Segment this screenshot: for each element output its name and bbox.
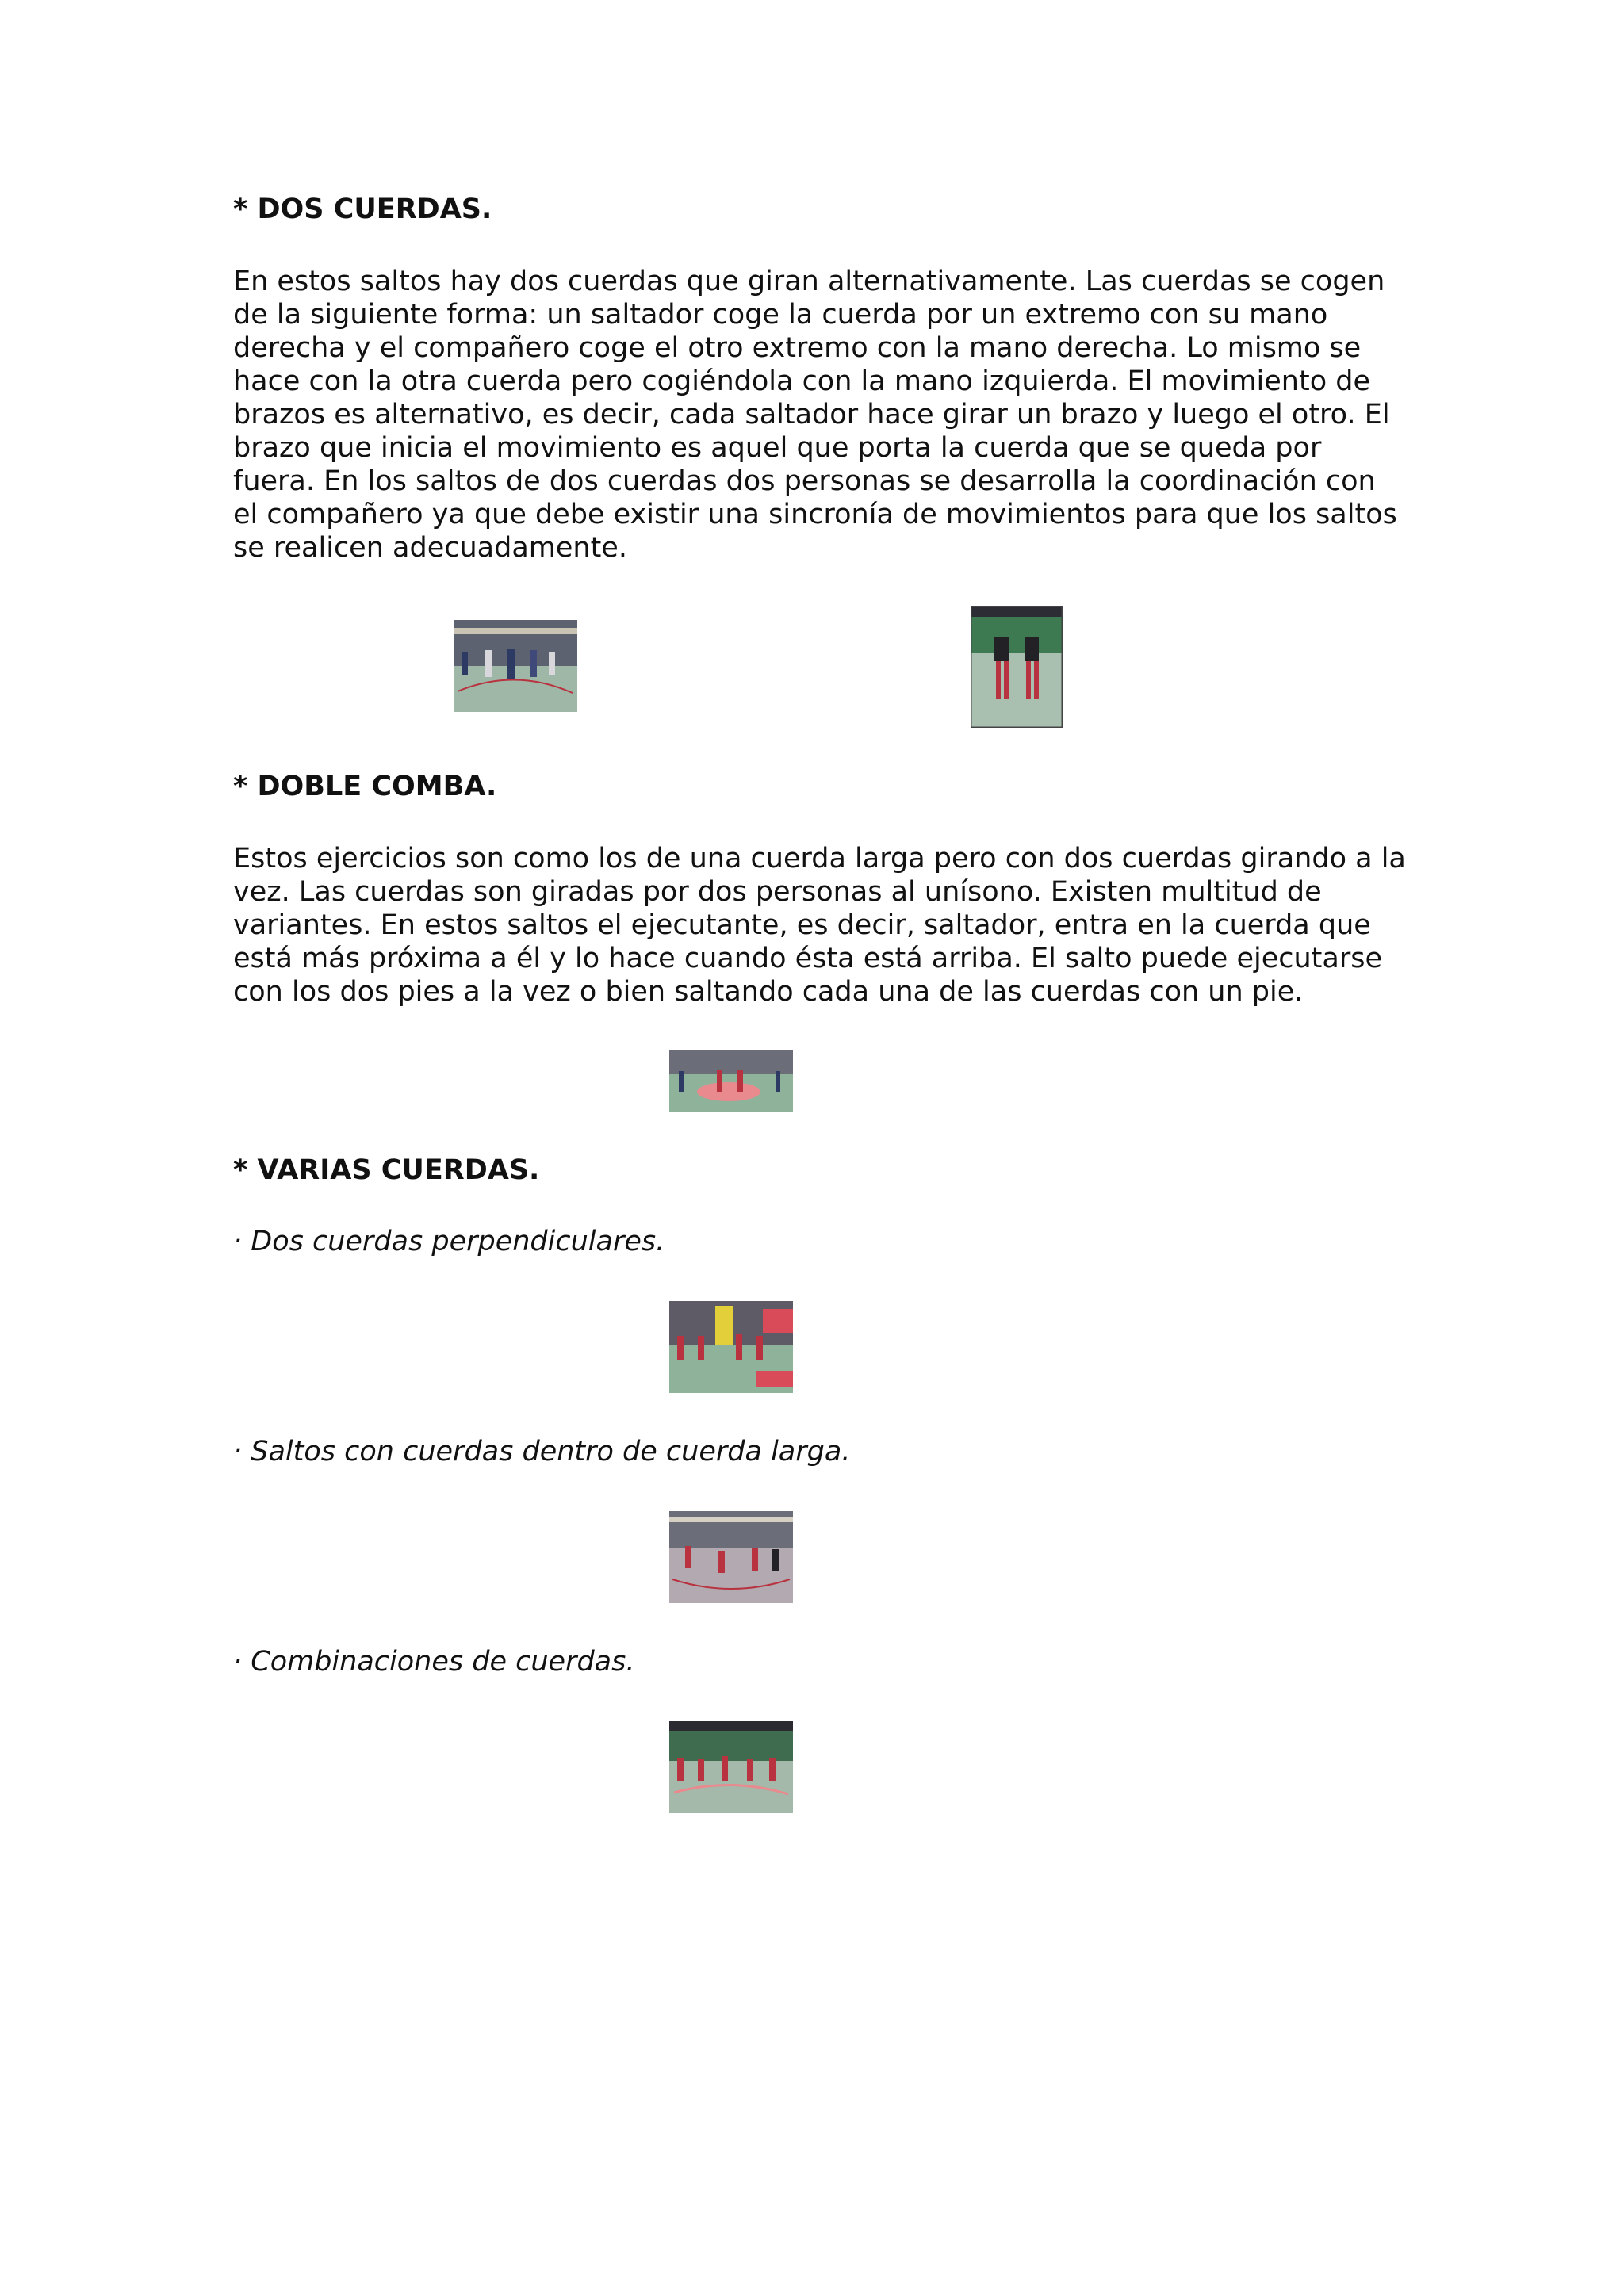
paragraph-line: vez. Las cuerdas son giradas por dos personas al unísono. Existen multitud de [233,876,1322,908]
photo-doble-comba [669,1050,793,1112]
photo-dos-cuerdas-2-image [971,606,1063,728]
paragraph-line: Estos ejercicios son como los de una cuerda larga pero con dos cuerdas girando a la [233,843,1406,874]
paragraph-line: fuera. En los saltos de dos cuerdas dos personas se desarrolla la coordinación con [233,465,1376,497]
paragraph-line: variantes. En estos saltos el ejecutante, es decir, saltador, entra en la cuerda que [233,909,1371,941]
heading-doble-comba: * DOBLE COMBA. [233,771,497,802]
photo-combinaciones-de-cuerdas-image [669,1721,793,1813]
paragraph-line: derecha y el compañero coge el otro extremo con la mano derecha. Lo mismo se [233,332,1362,364]
photo-dos-cuerdas-1-image [454,620,577,712]
photo-combinaciones-de-cuerdas [669,1721,793,1813]
photo-saltos-dentro-cuerda-larga-image [669,1511,793,1603]
paragraph-line: se realicen adecuadamente. [233,532,627,564]
paragraph-line: brazo que inicia el movimiento es aquel que porta la cuerda que se queda por [233,432,1322,464]
paragraph-line: con los dos pies a la vez o bien saltando cada una de las cuerdas con un pie. [233,976,1304,1008]
subheading-dos-cuerdas-perpendiculares: · Dos cuerdas perpendiculares. [233,1226,665,1257]
paragraph-line: de la siguiente forma: un saltador coge la cuerda por un extremo con su mano [233,299,1328,331]
subheading-combinaciones-de-cuerdas: · Combinaciones de cuerdas. [233,1646,635,1678]
photo-doble-comba-image [669,1050,793,1112]
photo-dos-cuerdas-perpendiculares [669,1301,793,1393]
paragraph-line: el compañero ya que debe existir una sincronía de movimientos para que los saltos [233,499,1397,530]
photo-dos-cuerdas-perpendiculares-image [669,1301,793,1393]
paragraph-line: está más próxima a él y lo hace cuando ésta está arriba. El salto puede ejecutarse [233,943,1383,974]
photo-dos-cuerdas-2 [971,606,1063,728]
photo-saltos-dentro-cuerda-larga [669,1511,793,1603]
photo-dos-cuerdas-1 [454,620,577,712]
subheading-saltos-dentro-cuerda-larga: · Saltos con cuerdas dentro de cuerda larga. [233,1436,851,1468]
paragraph-line: En estos saltos hay dos cuerdas que giran alternativamente. Las cuerdas se cogen [233,266,1385,297]
paragraph-doble-comba [233,842,1406,1008]
paragraph-dos-cuerdas [233,265,1399,564]
paragraph-line: brazos es alternativo, es decir, cada saltador hace girar un brazo y luego el otro. El [233,399,1390,430]
heading-dos-cuerdas: * DOS CUERDAS. [233,193,492,225]
heading-varias-cuerdas: * VARIAS CUERDAS. [233,1154,540,1186]
paragraph-line: hace con la otra cuerda pero cogiéndola con la mano izquierda. El movimiento de [233,365,1370,397]
